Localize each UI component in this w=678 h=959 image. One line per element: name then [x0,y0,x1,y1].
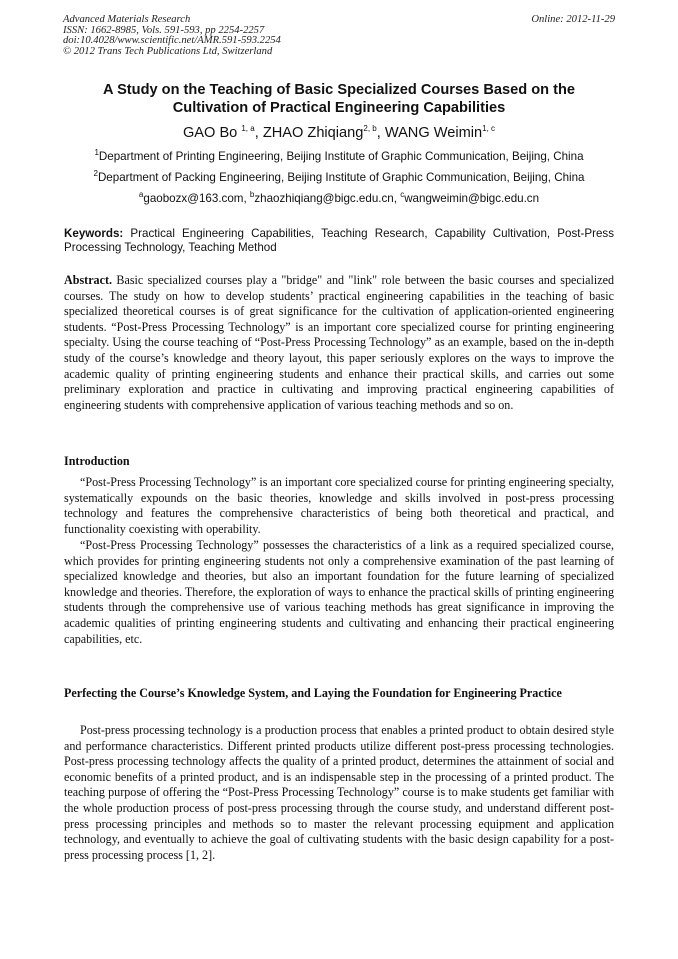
author-separator: , [376,125,385,141]
title-line-2: Cultivation of Practical Engineering Capabilities [172,100,506,116]
section-heading-knowledge-system: Perfecting the Course’s Knowledge System, and Laying the Foundation for Engineering Practice [64,686,562,700]
author-affiliation-mark: 1, c [482,124,496,134]
journal-name: Advanced Materials Research [63,14,191,25]
affiliation-2 [40,171,638,185]
author-list [40,124,638,142]
author-emails [40,192,638,206]
title-line-1: A Study on the Teaching of Basic Specialized Courses Based on the [103,82,575,98]
keywords-label: Keywords: [64,227,124,240]
affiliation-text: Department of Printing Engineering, Beijing Institute of Graphic Communication, Beijing, China [98,150,584,163]
affiliation-mark: 2 [93,169,98,179]
email-mark: b [249,190,255,200]
paragraph: “Post-Press Processing Technology” is an important core specialized course for printing engineering specialty, systematically expounds on the basic theories, knowledge and skills involved in post-press processing technology and features the comprehensive characteristics of being both theoretical and practical, and functionality coexisting with operability. [64,475,614,536]
email-mark: a [138,190,144,200]
keywords-text: Practical Engineering Capabilities, Teaching Research, Capability Cultivation, Post-Press Processing Technology, Teaching Method [64,227,614,255]
abstract [64,273,614,413]
keywords [64,227,614,256]
doi-line: doi:10.4028/www.scientific.net/AMR.591-593.2254 [63,35,281,47]
author-name: GAO Bo [182,125,242,141]
author-affiliation-mark: 2, b [363,124,377,134]
email-link[interactable]: zhaozhiqiang@bigc.edu.cn, [254,192,401,205]
affiliation-mark: 1 [94,148,99,158]
email-link[interactable]: wangweimin@bigc.edu.cn [404,192,540,205]
author-name: WANG Weimin [384,125,483,141]
email-mark: c [400,190,405,200]
online-date: Online: 2012-11-29 [531,14,615,25]
affiliation-text: Department of Packing Engineering, Beijing Institute of Graphic Communication, Beijing, China [97,171,585,184]
email-link[interactable]: gaobozx@163.com, [143,192,250,205]
affiliation-1 [40,150,638,164]
author-name: ZHAO Zhiqiang [262,125,364,141]
abstract-label: Abstract. [64,273,113,287]
paragraph: “Post-Press Processing Technology” possesses the characteristics of a link as a required specialized course, which provides for printing engineering students not only a comprehensive examination of the past learning of specialized knowledge and theories, but also an important foundation for the future learning of specialized knowledge and theories. Therefore, the exploration of ways to enhance the practical skills of printing engineering students through the comprehensive use of various teaching methods has great significance in improving the academic qualities of printing engineering students and cultivating and enhancing their practical engineering capabilities, etc. [64,538,614,646]
paragraph: Post-press processing technology is a production process that enables a printed product to obtain desired style and performance characteristics. Different printed products utilize different post-press processing technologies. Post-press processing technology affects the quality of a printed product, determines the attainment of social and economic benefits of a printed product, and is an indispensable step in the processing of a printed product. The teaching purpose of offering the “Post-Press Processing Technology” course is to make students get familiar with the whole production process of post-press processing through the course study, and understand different post-press processing principles and methods so to master the relevant processing equipment and application technology, and eventually to achieve the goal of cultivating students with the basic design capability for a post-press processing process [1, 2]. [64,723,614,862]
copyright-line: © 2012 Trans Tech Publications Ltd, Switzerland [63,45,273,57]
author-separator: , [254,125,263,141]
journal-header [63,15,281,57]
issn-line: ISSN: 1662-8985, Vols. 591-593, pp 2254-2257 [63,24,265,36]
abstract-text: Basic specialized courses play a "bridge" and "link" role between the basic courses and specialized courses. The study on how to develop students’ practical engineering capabilities in the teaching of basic specialized theoretical courses is of great significance for the cultivation of application-oriented engineering students. “Post-Press Processing Technology” is an important core specialized course for printing engineering specialty. Using the course teaching of “Post-Press Processing Technology” as an example, based on the in-depth study of the course’s knowledge and theory layout, this paper seriously explores on the ways to improve the academic quality of printing engineering students and enhance their practical skills, and carries out some preliminary exploration and practice in cultivating and improving practical engineering capabilities of engineering students with comprehensive application of various teaching methods and so on. [64,273,614,412]
paper-title [40,81,638,117]
author-affiliation-mark: 1, a [241,124,255,134]
section-heading-introduction: Introduction [64,454,130,468]
